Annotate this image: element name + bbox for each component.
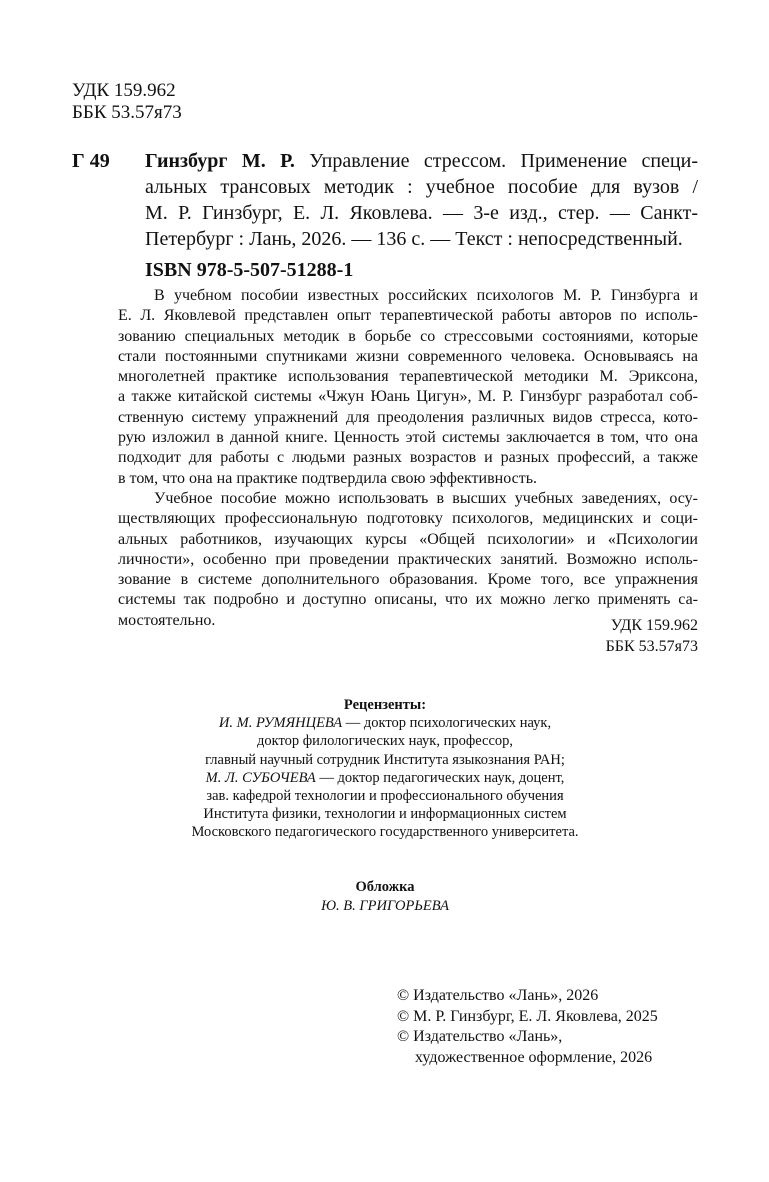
biblio-line-3: М. Р. Гинзбург, Е. Л. Яковлева. — 3-е изд., стер. — Санкт- [145, 202, 698, 224]
abstract-line: В учебном пособии известных российских психологов М. Р. Гинзбурга и [154, 287, 698, 304]
abstract-line: ственную систему упражнений для преодоления различных видов стресса, кото- [118, 408, 698, 426]
reviewers-block [100, 696, 670, 842]
copyright-line: © Издательство «Лань», [397, 1028, 563, 1045]
cover-heading: Обложка [355, 879, 415, 895]
reviewer-2-line: Института физики, технологии и информационных систем [203, 806, 567, 823]
abstract-line: Учебное пособие можно использовать в высших учебных заведениях, осу- [154, 489, 698, 507]
abstract-line: мостоятельно. [118, 611, 216, 629]
abstract-line: ществляющих профессиональную подготовку психологов, медицинских и соци- [118, 510, 698, 528]
abstract-line: многолетней практике использования терапевтической методики М. Эриксона, [118, 368, 698, 386]
biblio-line-2: альных трансовых методик : учебное пособие для вузов / [145, 176, 698, 198]
abstract-line: альных работников, изучающих курсы «Общей психологии» и «Психологии [118, 530, 698, 548]
abstract-line: зованию специальных методик в борьбе со стрессовыми состояниями, которые [118, 327, 698, 345]
header-classification [72, 80, 182, 124]
abstract-classification [520, 616, 698, 657]
copyright-line: © М. Р. Гинзбург, Е. Л. Яковлева, 2025 [397, 1007, 658, 1025]
cover-designer: Ю. В. ГРИГОРЬЕВА [321, 897, 449, 914]
author-name: Гинзбург М. Р. [145, 150, 295, 172]
reviewer-1-line: главный научный сотрудник Института языкознания РАН; [205, 751, 565, 768]
bbk-code-right: ББК 53.57я73 [605, 637, 698, 655]
biblio-line-1 [145, 148, 698, 174]
reviewer-1-title: — доктор психологических наук, [342, 715, 552, 732]
abstract-line: в том, что она на практике подтвердила свою эффективность. [118, 469, 537, 487]
copyright-line: художественное оформление, 2026 [415, 1048, 653, 1066]
bbk-code: ББК 53.57я73 [72, 102, 182, 123]
author-sign: Г 49 [72, 150, 110, 172]
abstract-line: зование в системе дополнительного образования. Кроме того, все упражнения [118, 571, 698, 589]
copyright-line: © Издательство «Лань», 2026 [397, 987, 599, 1004]
reviewer-2 [100, 769, 670, 787]
reviewer-1-line: доктор филологических наук, профессор, [256, 733, 514, 750]
abstract [118, 286, 698, 631]
reviewer-2-name: М. Л. СУБОЧЕВА [205, 769, 316, 786]
bibliographic-record [145, 148, 698, 252]
abstract-line: рую изложил в данной книге. Ценность этой системы заключается в том, что она [118, 429, 698, 447]
reviewer-1-name: И. М. РУМЯНЦЕВА [218, 715, 343, 732]
abstract-line: системы так подробно и доступно описаны, что их можно легко применять са- [118, 591, 698, 609]
biblio-line-4: Петербург : Лань, 2026. — 136 с. — Текст : непосредственный. [145, 228, 683, 250]
udk-code: УДК 159.962 [72, 80, 176, 101]
abstract-line: личности», особенно при проведении практических занятий. Возможно исполь- [118, 550, 698, 568]
isbn: ISBN 978-5-507-51288-1 [145, 259, 354, 281]
biblio-title: Управление стрессом. Применение специ- [309, 150, 699, 172]
reviewer-1 [100, 714, 670, 732]
copyright-block [397, 986, 658, 1068]
reviewer-2-line: зав. кафедрой технологии и профессионального обучения [206, 788, 564, 805]
abstract-line: подходит для работы с людьми разных возрастов и разных профессий, а также [118, 449, 698, 467]
udk-code-right: УДК 159.962 [610, 617, 698, 634]
reviewers-heading: Рецензенты: [343, 697, 427, 713]
cover-block [100, 878, 670, 915]
abstract-line: а также китайской системы «Чжун Юань Цигун», М. Р. Гинзбург разработал соб- [118, 388, 698, 406]
abstract-line: стали постоянными спутниками жизни современного человека. Основываясь на [118, 347, 698, 365]
reviewer-2-title: — доктор педагогических наук, доцент, [315, 769, 565, 786]
reviewer-2-line: Московского педагогического государственного университета. [191, 824, 579, 841]
abstract-line: Е. Л. Яковлевой представлен опыт терапевтической работы авторов по исполь- [118, 307, 698, 325]
